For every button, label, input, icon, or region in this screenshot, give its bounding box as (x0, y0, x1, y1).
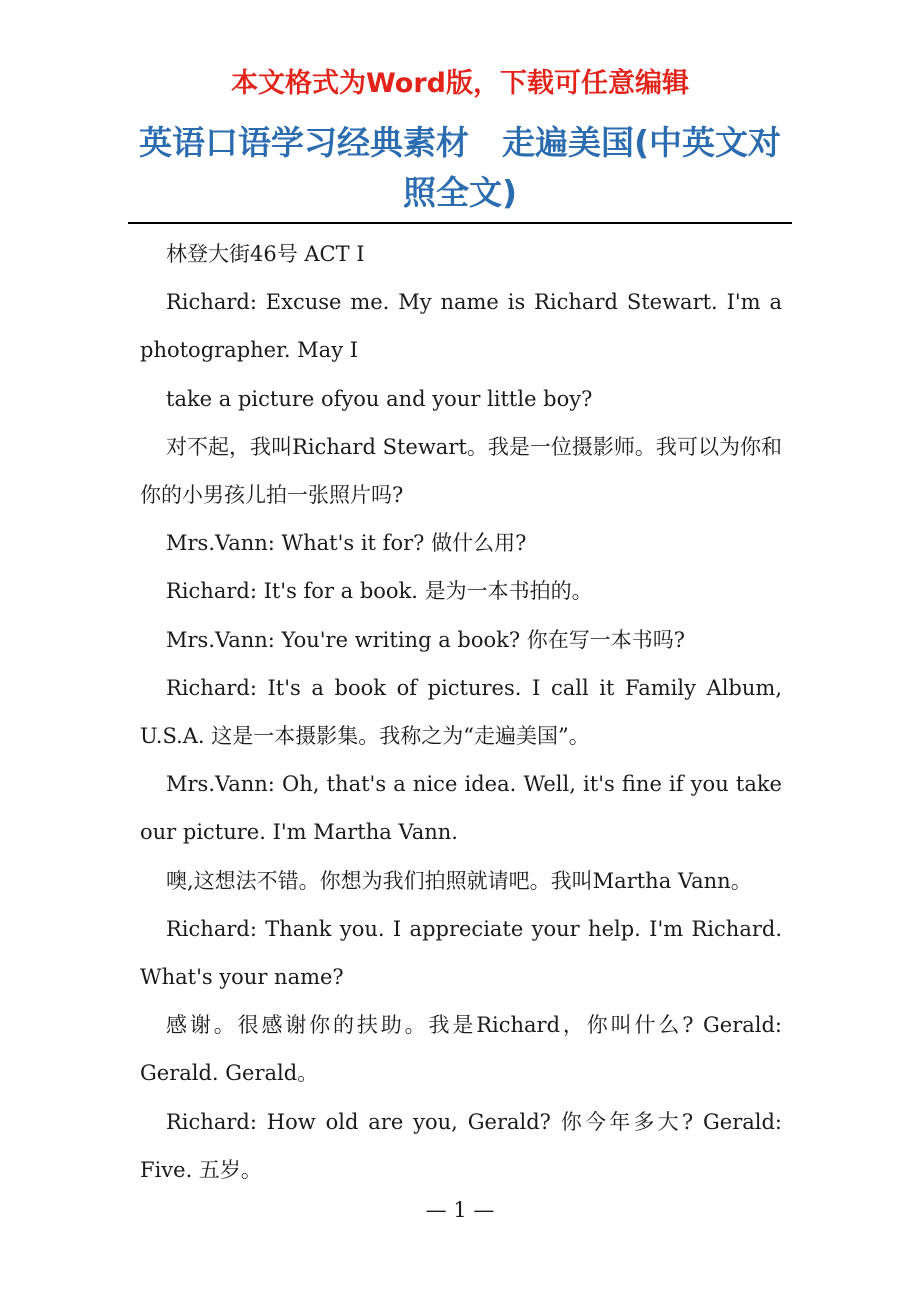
paragraph-dialogue: Mrs.Vann: What's it for? 做什么用? (166, 531, 527, 556)
download-banner: 本文格式为Word版，下载可任意编辑 (230, 68, 689, 99)
paragraph-scene-heading: 林登大街46号 ACT I (166, 242, 365, 266)
document-title: 英语口语学习经典素材 走遍美国(中英文对照全文) (138, 123, 782, 212)
title-divider (128, 222, 792, 224)
paragraph-translation: 对不起，我叫Richard Stewart。我是一位摄影师。我可以为你和你的小男孩儿拍一张照片吗? (140, 434, 782, 508)
paragraph-dialogue: Richard: It's for a book. 是为一本书拍的。 (166, 579, 593, 604)
paragraph-translation: 噢,这想法不错。你想为我们拍照就请吧。我叫Martha Vann。 (166, 868, 752, 893)
paragraph-dialogue: Richard: Excuse me. My name is Richard Stewart. I'm a photographer. May I (140, 290, 782, 363)
document-body (140, 230, 782, 1194)
paragraph-dialogue: Mrs.Vann: You're writing a book? 你在写一本书吗? (166, 627, 686, 652)
paragraph-dialogue: Richard: Thank you. I appreciate your help. I'm Richard. What's your name? (140, 916, 782, 990)
paragraph-translation: 感谢。很感谢你的扶助。我是Richard，你叫什么? Gerald: Gerald. Gerald。 (140, 1013, 782, 1086)
paragraph-dialogue: Richard: How old are you, Gerald? 你今年多大? Gerald: Five. 五岁。 (140, 1109, 782, 1182)
paragraph-dialogue: Richard: It's a book of pictures. I call it Family Album, U.S.A. 这是一本摄影集。我称之为“走遍美国”。 (140, 675, 782, 749)
page-number: — 1 — (425, 1198, 495, 1222)
paragraph-dialogue: Mrs.Vann: Oh, that's a nice idea. Well, it's fine if you take our picture. I'm Martha Vann. (140, 772, 782, 845)
paragraph-dialogue: take a picture ofyou and your little boy? (166, 386, 593, 411)
